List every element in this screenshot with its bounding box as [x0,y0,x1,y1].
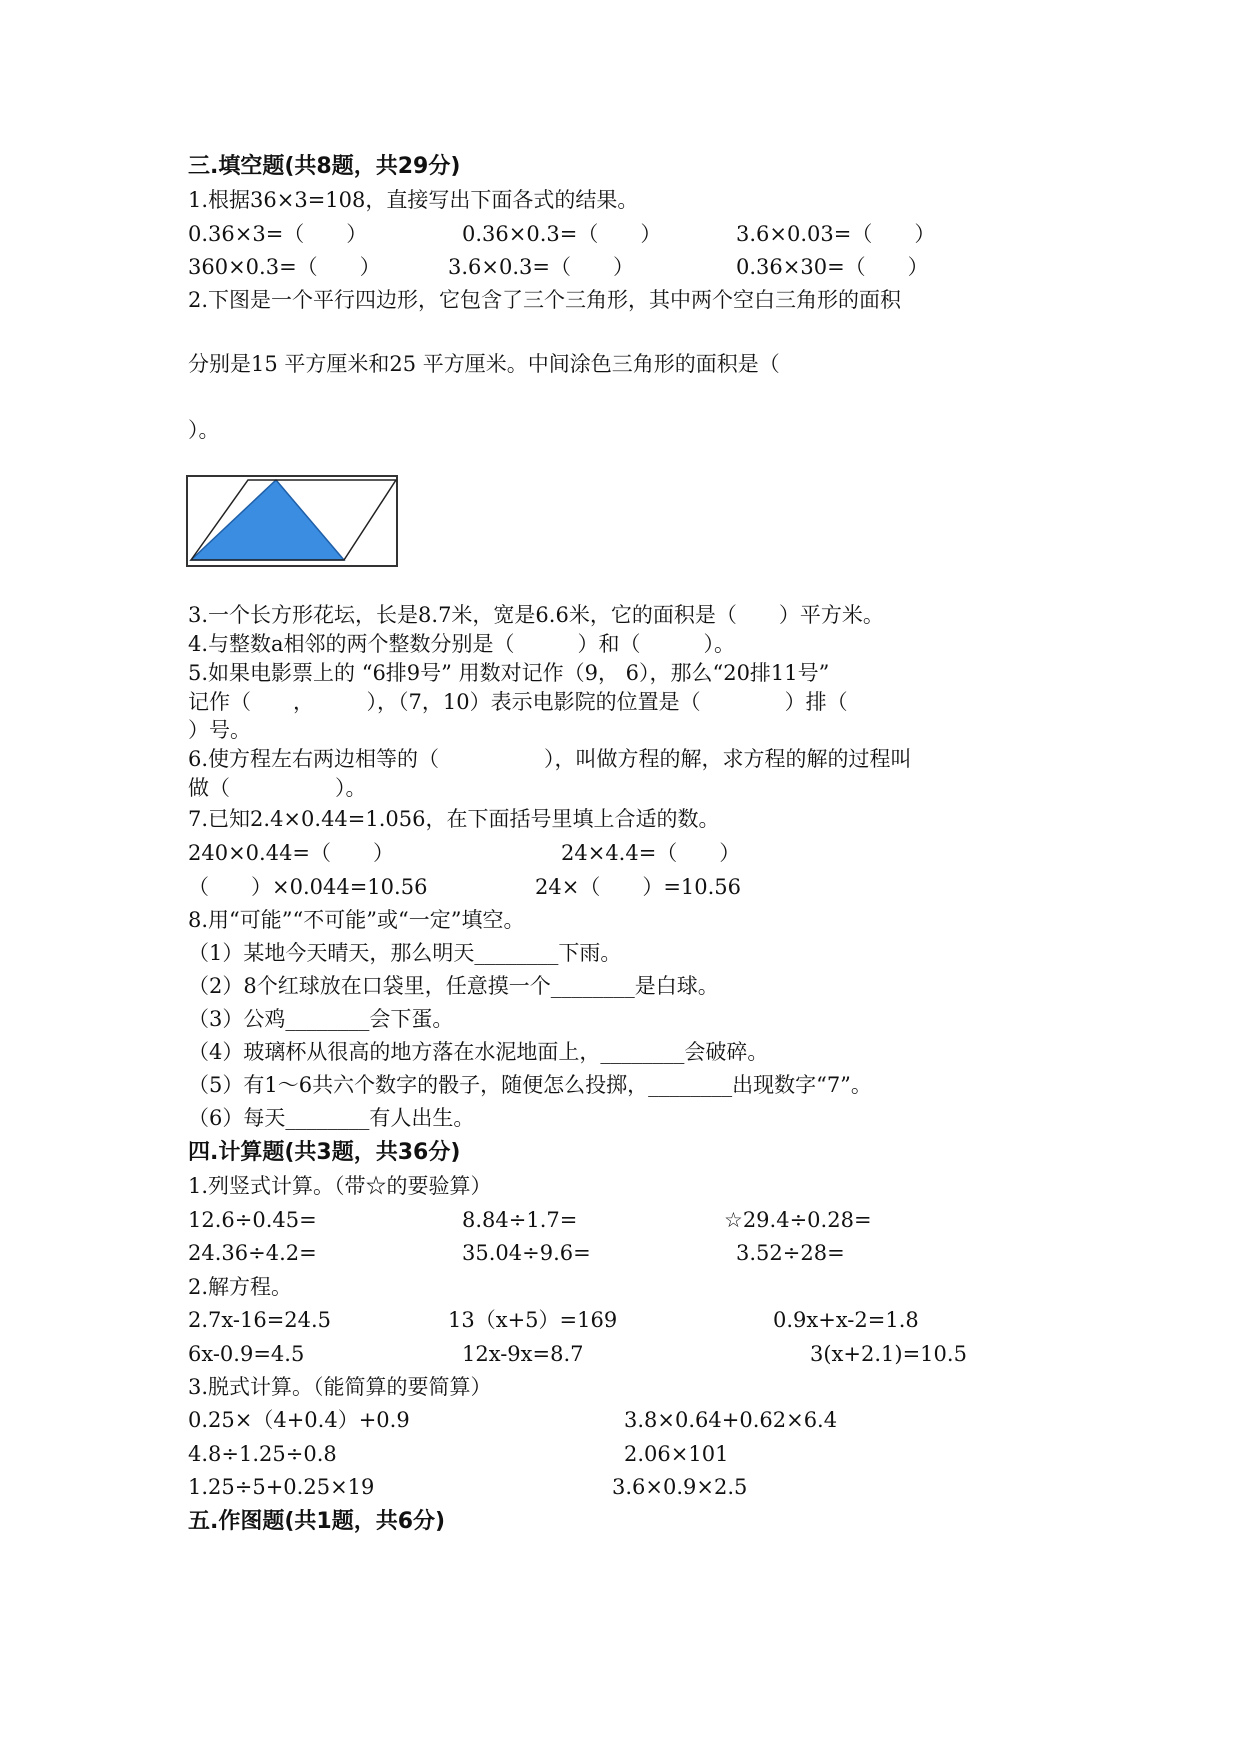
q5-line: 记作（ ， ），（7，10）表示电影院的位置是（ ）排（ [188,690,848,714]
q1-item: 360×0.3=（ ） [188,255,381,279]
equation: 12x-9x=8.7 [462,1342,584,1366]
equation: 6x-0.9=4.5 [188,1342,305,1366]
q6-line: 做（ ）。 [188,776,367,800]
calc1-item: 3.52÷28= [736,1241,845,1265]
calc1-stem: 1.列竖式计算。（带☆的要验算） [188,1174,492,1198]
equation: 3(x+2.1)=10.5 [810,1342,967,1366]
calc1-item: ☆29.4÷0.28= [724,1208,872,1232]
calc2-stem: 2.解方程。 [188,1275,293,1299]
q8-item: （5）有1～6共六个数字的骰子，随便怎么投掷，________出现数字“7”。 [188,1073,872,1097]
equation: 0.9x+x-2=1.8 [773,1308,919,1332]
q1-item: 3.6×0.03=（ ） [736,222,936,246]
q8-item: （2）8个红球放在口袋里，任意摸一个________是白球。 [188,974,719,998]
q2-line: ）。 [188,418,220,442]
q8-item: （3）公鸡________会下蛋。 [188,1007,454,1031]
q7-item: 24×（ ）=10.56 [535,875,742,899]
expression: 3.6×0.9×2.5 [612,1475,748,1499]
equation: 13（x+5）=169 [448,1308,618,1332]
q1-item: 3.6×0.3=（ ） [448,255,634,279]
section4-title: 四.计算题(共3题，共36分) [188,1140,461,1165]
q1-stem: 1.根据36×3=108，直接写出下面各式的结果。 [188,188,639,212]
section5-title: 五.作图题(共1题，共6分) [188,1509,446,1534]
expression: 0.25×（4+0.4）+0.9 [188,1408,410,1432]
expression: 2.06×101 [624,1442,729,1466]
q3-text: 3.一个长方形花坛，长是8.7米，宽是6.6米，它的面积是（ ）平方米。 [188,603,884,627]
q7-item: 24×4.4=（ ） [561,841,741,865]
q5-line: 5.如果电影票上的 “6排9号” 用数对记作（9， 6），那么“20排11号” [188,661,830,685]
q5-line: ）号。 [188,718,251,742]
q6-line: 6.使方程左右两边相等的（ ），叫做方程的解，求方程的解的过程叫 [188,747,912,771]
calc1-item: 24.36÷4.2= [188,1241,317,1265]
calc1-item: 8.84÷1.7= [462,1208,578,1232]
calc1-item: 35.04÷9.6= [462,1241,591,1265]
parallelogram-figure [186,475,398,567]
q4-text: 4.与整数a相邻的两个整数分别是（ ）和（ ）。 [188,632,736,656]
q8-item: （1）某地今天晴天，那么明天________下雨。 [188,941,622,965]
q7-item: （ ）×0.044=10.56 [188,875,428,899]
q1-item: 0.36×0.3=（ ） [462,222,662,246]
expression: 3.8×0.64+0.62×6.4 [624,1408,838,1432]
q1-item: 0.36×30=（ ） [736,255,929,279]
q7-stem: 7.已知2.4×0.44=1.056，在下面括号里填上合适的数。 [188,807,720,831]
section3-title: 三.填空题(共8题，共29分) [188,154,461,179]
q2-line: 分别是15 平方厘米和25 平方厘米。中间涂色三角形的面积是（ [188,352,780,376]
equation: 2.7x-16=24.5 [188,1308,332,1332]
q8-item: （4）玻璃杯从很高的地方落在水泥地面上，________会破碎。 [188,1040,769,1064]
calc3-stem: 3.脱式计算。（能简算的要简算） [188,1375,492,1399]
calc1-item: 12.6÷0.45= [188,1208,317,1232]
q2-line: 2.下图是一个平行四边形，它包含了三个三角形，其中两个空白三角形的面积 [188,288,902,312]
q8-stem: 8.用“可能”“不可能”或“一定”填空。 [188,908,525,932]
q1-item: 0.36×3=（ ） [188,222,368,246]
expression: 4.8÷1.25÷0.8 [188,1442,337,1466]
q8-item: （6）每天________有人出生。 [188,1106,475,1130]
q7-item: 240×0.44=（ ） [188,841,395,865]
expression: 1.25÷5+0.25×19 [188,1475,375,1499]
